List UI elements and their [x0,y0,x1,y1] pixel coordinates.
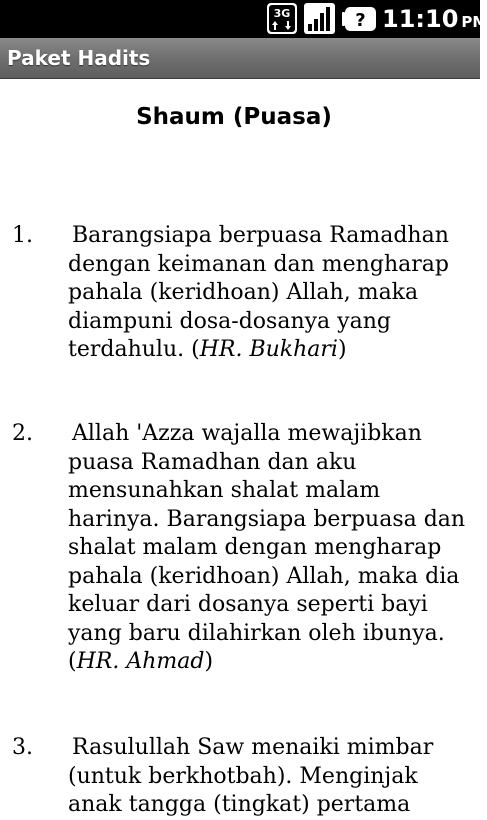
hadith-text: Barangsiapa berpuasa Ramadhan dengan keimanan dan mengharap pahala (keridhoan) Allah, maka diampuni dosa-dosanya yang terdahulu. (HR. Bukhari) [68,223,449,362]
battery-unknown-icon [342,7,376,31]
app-title: Paket Hadits [7,46,151,70]
status-bar [0,0,487,38]
page-title: Shaum (Puasa) [136,104,332,130]
svg-text:?: ? [355,10,366,31]
hadith-number: 2. [12,421,33,446]
hadith-number: 3. [12,735,33,760]
hadith-text: Allah 'Azza wajalla mewajibkan puasa Ramadhan dan aku mensunahkan shalat malam harinya. Barangsiapa berpuasa dan shalat malam dengan mengharap pahala (keridhoan) Allah, maka dia keluar dari dosanya seperti bayi yang baru dilahirkan oleh ibunya. (HR. Ahmad) [68,421,466,674]
app-title-bar [0,38,480,79]
clock-time: 11:10 [382,5,459,33]
hadith-text: Rasulullah Saw menaiki mimbar (untuk berkhotbah). Menginjak anak tangga (tingkat) pertama [68,735,434,817]
hadith-source: HR. Ahmad [76,649,205,674]
hadith-number: 1. [12,223,33,248]
signal-strength-icon [304,3,335,34]
hadith-content[interactable] [0,79,480,817]
hadith-source: HR. Bukhari [199,337,338,362]
status-time [382,5,487,36]
3g-data-icon [266,2,298,35]
network-type-label: 3G [273,7,291,20]
clock-ampm: PM [461,13,487,31]
